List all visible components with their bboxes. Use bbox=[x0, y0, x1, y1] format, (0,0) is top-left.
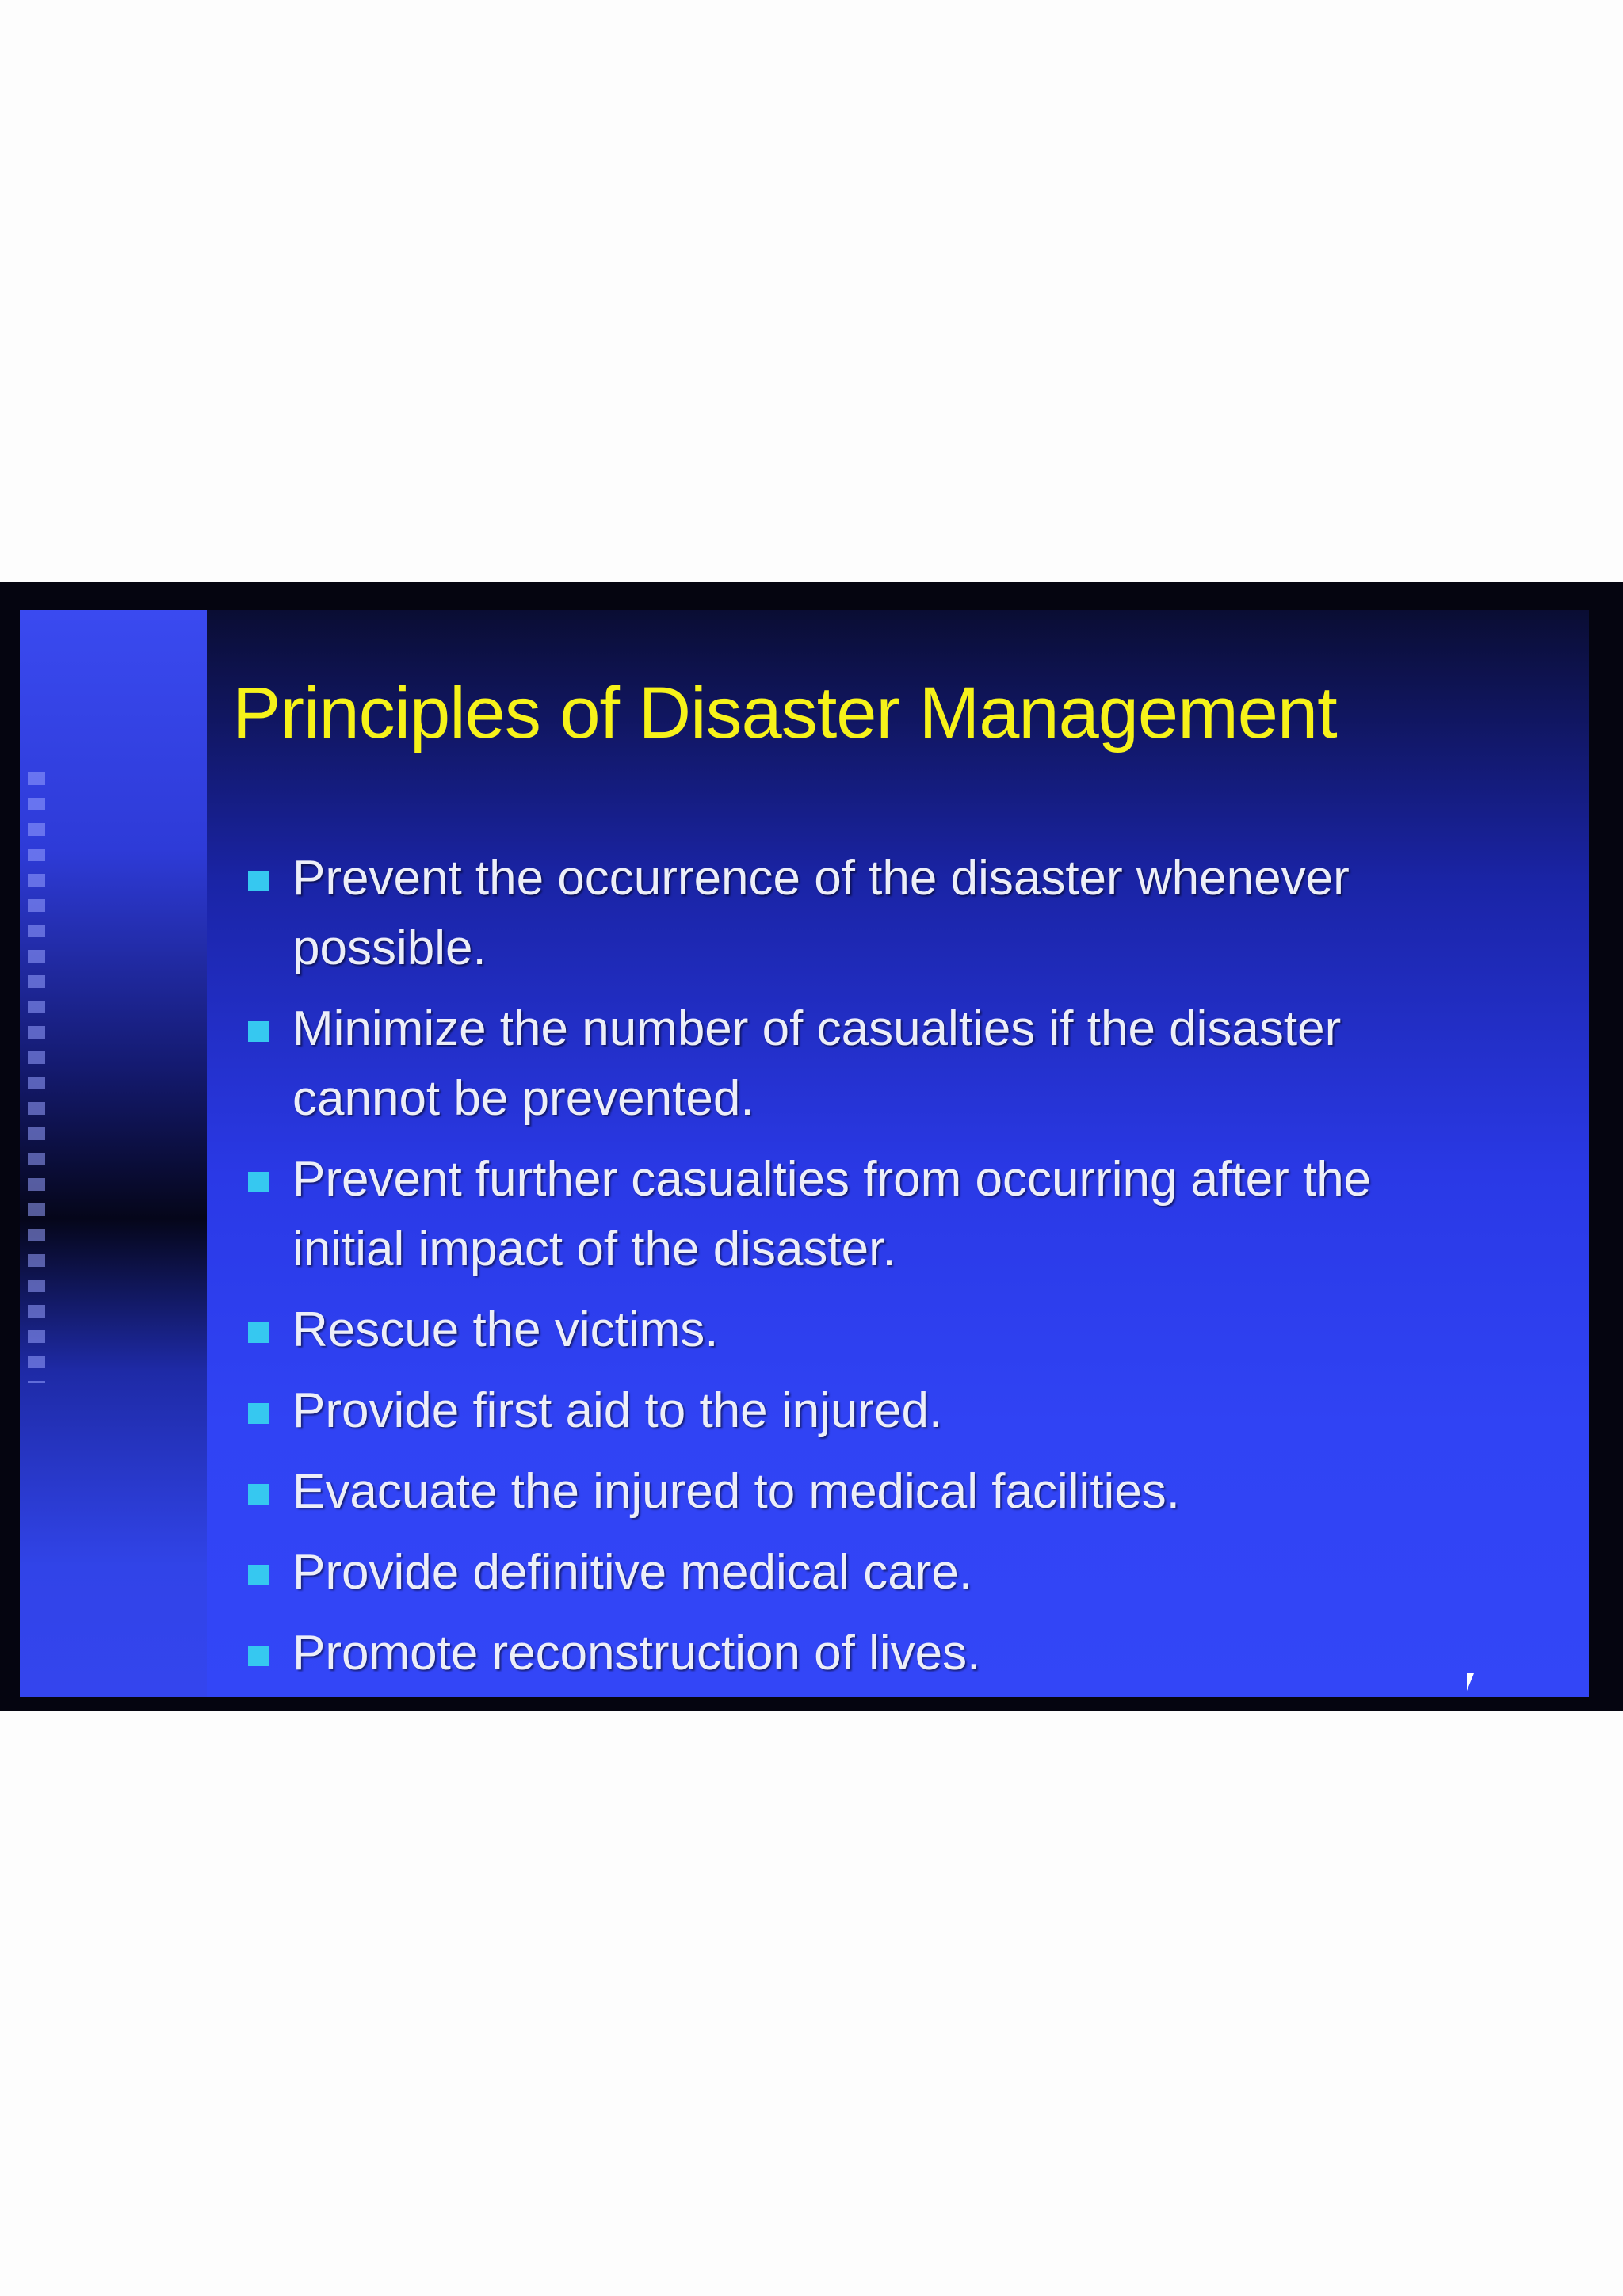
bullet-item bbox=[242, 1145, 1573, 1284]
bullet-text-continued: initial impact of the disaster. bbox=[292, 1222, 896, 1276]
bullet-text-continued: possible. bbox=[292, 921, 487, 975]
bullet-text: Evacuate the injured to medical facilities. bbox=[292, 1464, 1181, 1519]
square-bullet-icon bbox=[248, 1565, 269, 1585]
decorative-tick-strip bbox=[28, 772, 45, 1383]
square-bullet-icon bbox=[248, 1403, 269, 1424]
square-bullet-icon bbox=[248, 871, 269, 891]
square-bullet-icon bbox=[248, 1484, 269, 1505]
bullet-text: Prevent further casualties from occurring after the bbox=[292, 1152, 1372, 1207]
bullet-item bbox=[242, 994, 1573, 1134]
square-bullet-icon bbox=[248, 1172, 269, 1192]
bullet-item bbox=[242, 1376, 1573, 1446]
bullet-item bbox=[242, 1538, 1573, 1608]
bullet-item bbox=[242, 1295, 1573, 1365]
bullet-text: Provide definitive medical care. bbox=[292, 1545, 973, 1600]
bullet-item bbox=[242, 1619, 1573, 1688]
slide-title: Principles of Disaster Management bbox=[232, 673, 1337, 753]
bullet-text: Promote reconstruction of lives. bbox=[292, 1626, 981, 1680]
square-bullet-icon bbox=[248, 1646, 269, 1666]
presentation-slide bbox=[20, 610, 1589, 1697]
bullet-text: Rescue the victims. bbox=[292, 1302, 719, 1357]
bullet-item bbox=[242, 1457, 1573, 1527]
decorative-side-bar bbox=[20, 610, 207, 1697]
bullet-text: Minimize the number of casualties if the disaster bbox=[292, 1001, 1342, 1056]
video-frame bbox=[0, 582, 1623, 1711]
bullet-text: Provide first aid to the injured. bbox=[292, 1383, 943, 1438]
mouse-pointer-icon bbox=[1467, 1673, 1481, 1691]
square-bullet-icon bbox=[248, 1322, 269, 1343]
bullet-text: Prevent the occurrence of the disaster whenever bbox=[292, 851, 1350, 906]
square-bullet-icon bbox=[248, 1021, 269, 1042]
bullet-list bbox=[242, 844, 1573, 1697]
bullet-item bbox=[242, 844, 1573, 983]
bullet-text-continued: cannot be prevented. bbox=[292, 1071, 754, 1126]
